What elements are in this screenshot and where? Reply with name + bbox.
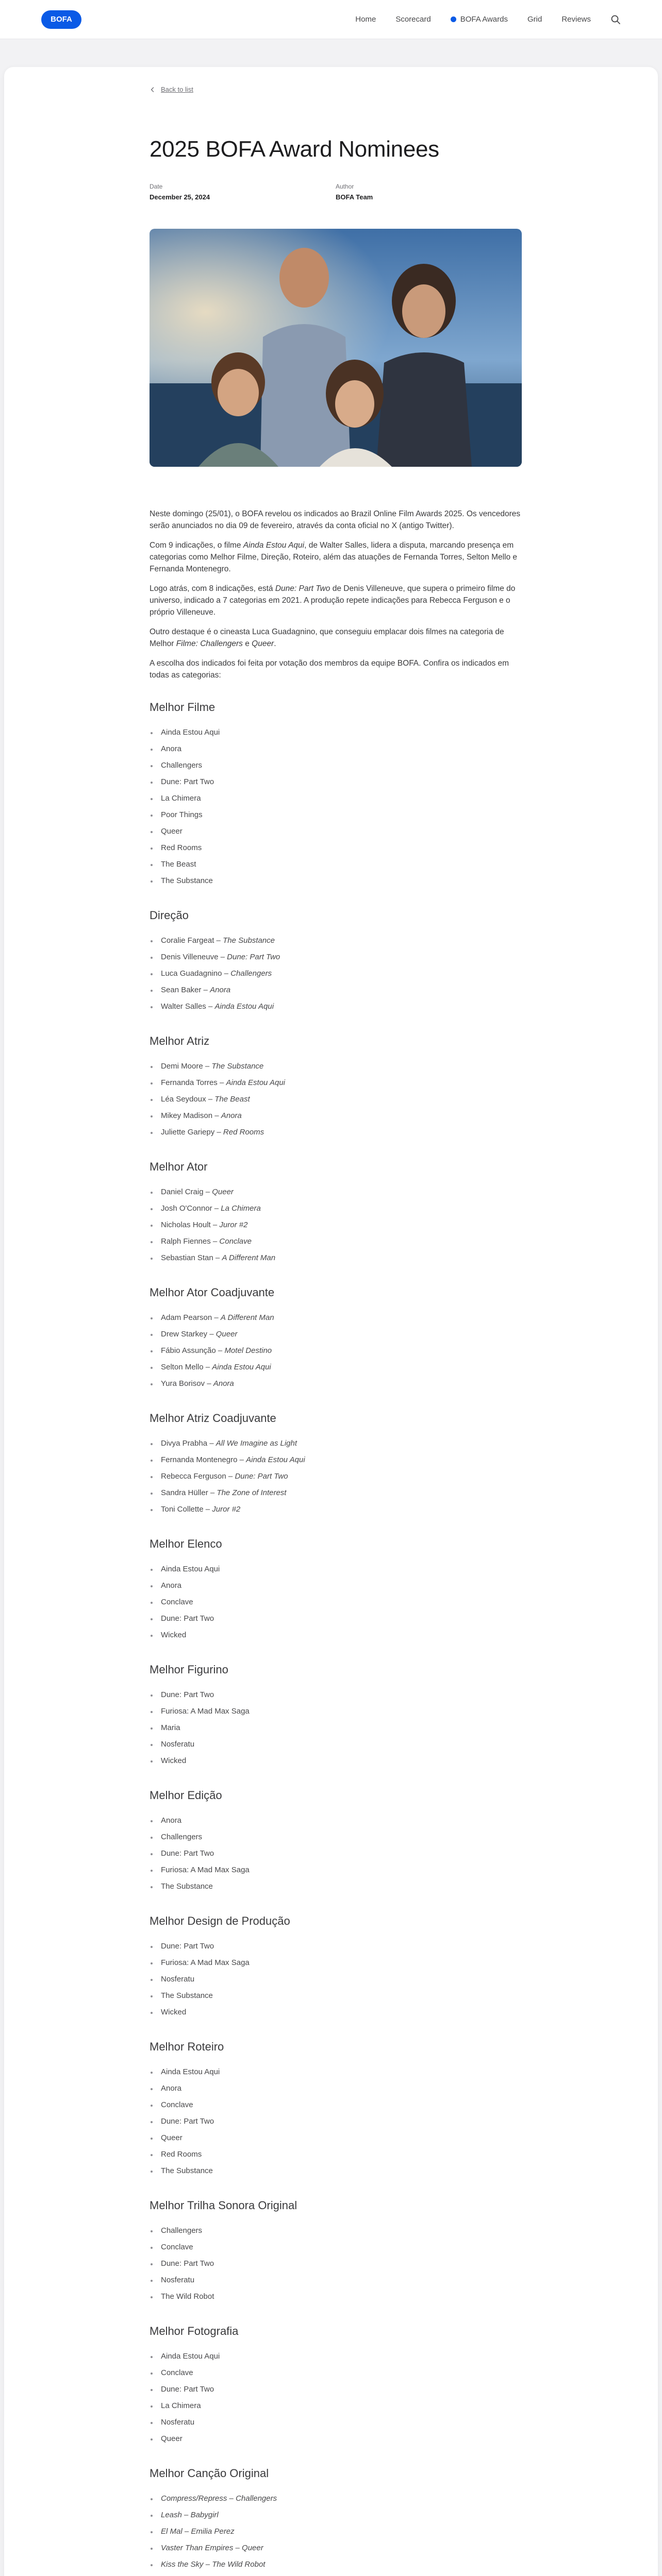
nominee-item: Divya Prabha – All We Imagine as Light	[150, 1435, 522, 1452]
nominee-item: Wicked	[150, 1627, 522, 1643]
film-title: Ainda Estou Aqui	[212, 1363, 271, 1371]
nominee-name: Sandra Hüller	[161, 1488, 208, 1497]
nominee-item: Dune: Part Two	[150, 774, 522, 790]
nominee-name: Juliette Gariepy	[161, 1128, 215, 1137]
nominee-list	[150, 1938, 522, 2021]
category-section	[150, 1914, 522, 2021]
author-value: BOFA Team	[336, 193, 373, 201]
nominee-name: Ralph Fiennes	[161, 1237, 211, 1246]
song-title: Leash	[161, 2511, 182, 2519]
song-title: Compress/Repress	[161, 2494, 227, 2503]
nominee-item: Conclave	[150, 2365, 522, 2381]
nominee-item: Walter Salles – Ainda Estou Aqui	[150, 998, 522, 1015]
nominee-item: Josh O'Connor – La Chimera	[150, 1200, 522, 1217]
nominee-item: The Substance	[150, 1988, 522, 2004]
nominee-name: Divya Prabha	[161, 1439, 208, 1448]
nominee-item: Nosferatu	[150, 1736, 522, 1753]
article-meta	[150, 183, 522, 201]
intro-paragraph: Logo atrás, com 8 indicações, está Dune: Part Two de Denis Villeneuve, que supera o primeiro filme do universo, indicado a 7 categorias em 2021. A produção repete indicações para Rebecca Ferguson e o próprio Villeneuve.	[150, 584, 516, 617]
category-title: Direção	[150, 909, 189, 922]
brand-logo[interactable]: BOFA	[41, 10, 81, 29]
nominee-name: Léa Seydoux	[161, 1095, 206, 1104]
nominee-name: Luca Guadagnino	[161, 969, 222, 978]
nominee-item: Drew Starkey – Queer	[150, 1326, 522, 1343]
nav-bofa-awards-label: BOFA Awards	[460, 15, 508, 24]
nominee-list	[150, 1561, 522, 1643]
nominee-item: Anora	[150, 1812, 522, 1829]
film-title: La Chimera	[221, 1204, 261, 1213]
nominee-item: Mikey Madison – Anora	[150, 1108, 522, 1124]
nominee-name: Rebecca Ferguson	[161, 1472, 226, 1481]
film-title: Queer	[242, 2544, 263, 2552]
nominee-item: The Substance	[150, 2163, 522, 2179]
category-section	[150, 2040, 522, 2179]
nominee-item: Challengers	[150, 2223, 522, 2239]
nav-scorecard[interactable]: Scorecard	[395, 15, 431, 24]
nav-home[interactable]: Home	[355, 15, 376, 24]
nominee-item: Conclave	[150, 2239, 522, 2256]
nominee-item: Dune: Part Two	[150, 1611, 522, 1627]
category-section	[150, 701, 522, 889]
nominee-name: Demi Moore	[161, 1062, 203, 1071]
category-title: Melhor Figurino	[150, 1663, 228, 1676]
nominee-item: Sebastian Stan – A Different Man	[150, 1250, 522, 1266]
nominee-list	[150, 1435, 522, 1518]
category-title: Melhor Atriz Coadjuvante	[150, 1412, 276, 1425]
nominee-item: Nosferatu	[150, 1971, 522, 1988]
intro-paragraph: Outro destaque é o cineasta Luca Guadagnino, que conseguiu emplacar dois filmes na categoria de Melhor Filme: Challengers e Queer.	[150, 628, 504, 648]
film-title: Queer	[216, 1330, 238, 1338]
film-title: A Different Man	[220, 1313, 274, 1322]
category-section	[150, 1663, 522, 1769]
category-section	[150, 2199, 522, 2305]
nav-bofa-awards[interactable]	[451, 15, 508, 24]
nominee-item: Queer	[150, 2431, 522, 2447]
nav-reviews[interactable]: Reviews	[561, 15, 591, 24]
nominee-list	[150, 724, 522, 889]
hero-photo	[150, 229, 522, 467]
nominee-item: Juliette Gariepy – Red Rooms	[150, 1124, 522, 1141]
nominee-item: Anora	[150, 1578, 522, 1594]
nominee-item: Dune: Part Two	[150, 1938, 522, 1955]
back-to-list-label: Back to list	[161, 86, 193, 93]
back-to-list-link[interactable]	[150, 86, 522, 93]
nominee-item: Selton Mello – Ainda Estou Aqui	[150, 1359, 522, 1376]
nominee-item: Red Rooms	[150, 840, 522, 856]
nav-grid[interactable]: Grid	[527, 15, 542, 24]
nominee-item: Poor Things	[150, 807, 522, 823]
nominee-item: Daniel Craig – Queer	[150, 1184, 522, 1200]
date-value: December 25, 2024	[150, 193, 210, 201]
film-title: Motel Destino	[224, 1346, 272, 1355]
category-section	[150, 1789, 522, 1895]
nominee-list	[150, 933, 522, 1015]
arrow-left-icon	[150, 87, 156, 93]
film-title: Queer	[212, 1188, 234, 1196]
nominee-item: Ainda Estou Aqui	[150, 1561, 522, 1578]
nominee-item: Furiosa: A Mad Max Saga	[150, 1703, 522, 1720]
nominee-name: Toni Collette	[161, 1505, 204, 1514]
nominee-item: Queer	[150, 2130, 522, 2146]
film-title: Ainda Estou Aqui	[246, 1455, 305, 1464]
article-card	[4, 67, 658, 2576]
nominee-item: Coralie Fargeat – The Substance	[150, 933, 522, 949]
nominee-item: Adam Pearson – A Different Man	[150, 1310, 522, 1326]
intro-paragraph: Com 9 indicações, o filme Ainda Estou Aqui, de Walter Salles, lidera a disputa, marcando presença em categorias como Melhor Filme, Direção, Roteiro, além das atuações de Fernanda Torres, Selton Mello e Fernanda Montenegro.	[150, 541, 518, 573]
nominee-item: La Chimera	[150, 790, 522, 807]
nominee-item: Maria	[150, 1720, 522, 1736]
main-nav	[355, 14, 621, 25]
nominee-item: Dune: Part Two	[150, 1687, 522, 1703]
nominee-item: Challengers	[150, 757, 522, 774]
nominee-name: Adam Pearson	[161, 1313, 212, 1322]
nominee-list	[150, 1687, 522, 1769]
nominee-item: Demi Moore – The Substance	[150, 1058, 522, 1075]
nominee-name: Selton Mello	[161, 1363, 204, 1371]
nominee-name: Mikey Madison	[161, 1111, 213, 1120]
nominee-item: Dune: Part Two	[150, 2381, 522, 2398]
nominee-name: Josh O'Connor	[161, 1204, 212, 1213]
nominee-list	[150, 1058, 522, 1141]
nominee-name: Fernanda Montenegro	[161, 1455, 238, 1464]
nominee-item: Conclave	[150, 1594, 522, 1611]
nominee-item: Nicholas Hoult – Juror #2	[150, 1217, 522, 1233]
film-title: Challengers	[230, 969, 272, 978]
nominee-item: The Substance	[150, 1878, 522, 1895]
film-title: The Substance	[223, 936, 275, 945]
film-title: Babygirl	[190, 2511, 219, 2519]
page-title: 2025 BOFA Award Nominees	[150, 137, 439, 162]
nominee-item: Anora	[150, 741, 522, 757]
nominee-item: Wicked	[150, 1753, 522, 1769]
nominee-name: Yura Borisov	[161, 1379, 205, 1388]
nominee-list	[150, 2490, 522, 2573]
song-title: Kiss the Sky	[161, 2560, 204, 2569]
category-section	[150, 2325, 522, 2447]
nominee-item: Yura Borisov – Anora	[150, 1376, 522, 1392]
active-dot-icon	[451, 16, 456, 22]
nominee-name: Drew Starkey	[161, 1330, 208, 1338]
nominee-item: The Wild Robot	[150, 2289, 522, 2305]
nominee-list	[150, 1310, 522, 1392]
category-section	[150, 1286, 522, 1392]
film-title: The Zone of Interest	[217, 1488, 287, 1497]
film-title: All We Imagine as Light	[216, 1439, 297, 1448]
category-title: Melhor Trilha Sonora Original	[150, 2199, 297, 2212]
category-section	[150, 1160, 522, 1266]
nominee-item: Fábio Assunção – Motel Destino	[150, 1343, 522, 1359]
film-title: Juror #2	[212, 1505, 241, 1514]
category-title: Melhor Design de Produção	[150, 1914, 290, 1927]
nominee-item: Conclave	[150, 2097, 522, 2113]
nominee-item: Anora	[150, 2080, 522, 2097]
nominee-item: Ainda Estou Aqui	[150, 724, 522, 741]
film-title: Anora	[213, 1379, 234, 1388]
nominee-categories	[150, 701, 522, 2576]
nominee-item: Furiosa: A Mad Max Saga	[150, 1862, 522, 1878]
nominee-item: Rebecca Ferguson – Dune: Part Two	[150, 1468, 522, 1485]
nominee-name: Denis Villeneuve	[161, 953, 219, 961]
category-section	[150, 1412, 522, 1518]
category-title: Melhor Atriz	[150, 1035, 210, 1047]
nominee-item: Ralph Fiennes – Conclave	[150, 1233, 522, 1250]
film-title: Juror #2	[219, 1221, 248, 1229]
film-title: Dune: Part Two	[227, 953, 280, 961]
nominee-item: Fernanda Torres – Ainda Estou Aqui	[150, 1075, 522, 1091]
film-title: Ainda Estou Aqui	[226, 1078, 286, 1087]
nominee-list	[150, 2223, 522, 2305]
nominee-item: The Substance	[150, 873, 522, 889]
author-label: Author	[336, 183, 354, 190]
film-title: Emilia Perez	[191, 2527, 235, 2536]
film-title: The Beast	[214, 1095, 250, 1104]
nominee-name: Coralie Fargeat	[161, 936, 214, 945]
film-title: Conclave	[219, 1237, 252, 1246]
nominee-item: Sandra Hüller – The Zone of Interest	[150, 1485, 522, 1501]
category-title: Melhor Edição	[150, 1789, 222, 1802]
nominee-item: El Mal – Emilia Perez	[150, 2523, 522, 2540]
film-title: The Wild Robot	[212, 2560, 266, 2569]
nominee-item: Wicked	[150, 2004, 522, 2021]
nominee-name: Walter Salles	[161, 1002, 206, 1011]
article-content	[150, 86, 522, 2576]
category-title: Melhor Ator Coadjuvante	[150, 1286, 275, 1299]
top-navbar	[0, 0, 662, 39]
film-title: The Substance	[211, 1062, 264, 1071]
nominee-list	[150, 2348, 522, 2447]
intro-paragraph: Neste domingo (25/01), o BOFA revelou os indicados ao Brazil Online Film Awards 2025. Os vencedores serão anunciados no dia 09 de fevereiro, através da conta oficial no X (antigo Twitter).	[150, 510, 521, 530]
date-label: Date	[150, 183, 163, 190]
nominee-item: Vaster Than Empires – Queer	[150, 2540, 522, 2556]
nominee-name: Sebastian Stan	[161, 1253, 213, 1262]
film-title: Dune: Part Two	[235, 1472, 288, 1481]
film-title: Challengers	[236, 2494, 277, 2503]
nominee-name: Fábio Assunção	[161, 1346, 216, 1355]
nominee-item: Red Rooms	[150, 2146, 522, 2163]
category-title: Melhor Canção Original	[150, 2467, 269, 2480]
nominee-list	[150, 2064, 522, 2179]
nominee-name: Daniel Craig	[161, 1188, 204, 1196]
nominee-item: Nosferatu	[150, 2414, 522, 2431]
film-title: Ainda Estou Aqui	[214, 1002, 274, 1011]
family-beach-photo	[150, 229, 522, 467]
nominee-item: Sean Baker – Anora	[150, 982, 522, 998]
song-title: Vaster Than Empires	[161, 2544, 234, 2552]
nominee-list	[150, 1812, 522, 1895]
category-title: Melhor Ator	[150, 1160, 208, 1173]
category-section	[150, 1537, 522, 1643]
category-section	[150, 2467, 522, 2573]
nominee-item: Dune: Part Two	[150, 2256, 522, 2272]
film-title: Anora	[210, 986, 231, 994]
date-block	[150, 183, 336, 201]
nominee-item: Fernanda Montenegro – Ainda Estou Aqui	[150, 1452, 522, 1468]
search-icon[interactable]	[610, 14, 621, 25]
author-block	[336, 183, 522, 201]
nominee-item: La Chimera	[150, 2398, 522, 2414]
article-intro	[150, 508, 522, 681]
intro-paragraph: A escolha dos indicados foi feita por votação dos membros da equipe BOFA. Confira os indicados em todas as categorias:	[150, 659, 509, 680]
nominee-name: Sean Baker	[161, 986, 202, 994]
nominee-item: Dune: Part Two	[150, 2113, 522, 2130]
nominee-item: Challengers	[150, 1829, 522, 1845]
category-title: Melhor Fotografia	[150, 2325, 239, 2337]
nominee-list	[150, 1184, 522, 1266]
nominee-name: Fernanda Torres	[161, 1078, 218, 1087]
nominee-item: Kiss the Sky – The Wild Robot	[150, 2556, 522, 2573]
film-title: A Different Man	[222, 1253, 276, 1262]
film-title: Red Rooms	[223, 1128, 264, 1137]
nominee-item: The Beast	[150, 856, 522, 873]
nominee-item: Léa Seydoux – The Beast	[150, 1091, 522, 1108]
nominee-item: Queer	[150, 823, 522, 840]
nominee-item: Denis Villeneuve – Dune: Part Two	[150, 949, 522, 965]
film-title: Anora	[221, 1111, 242, 1120]
category-title: Melhor Roteiro	[150, 2040, 224, 2053]
category-title: Melhor Elenco	[150, 1537, 222, 1550]
nominee-item: Ainda Estou Aqui	[150, 2348, 522, 2365]
nominee-item: Nosferatu	[150, 2272, 522, 2289]
nominee-item: Dune: Part Two	[150, 1845, 522, 1862]
nominee-item: Ainda Estou Aqui	[150, 2064, 522, 2080]
nominee-item: Leash – Babygirl	[150, 2507, 522, 2523]
nominee-item: Toni Collette – Juror #2	[150, 1501, 522, 1518]
song-title: El Mal	[161, 2527, 183, 2536]
category-section	[150, 1035, 522, 1141]
nominee-item: Furiosa: A Mad Max Saga	[150, 1955, 522, 1971]
category-title: Melhor Filme	[150, 701, 216, 714]
nominee-item: Compress/Repress – Challengers	[150, 2490, 522, 2507]
nominee-item: Luca Guadagnino – Challengers	[150, 965, 522, 982]
category-section	[150, 909, 522, 1015]
nominee-name: Nicholas Hoult	[161, 1221, 211, 1229]
